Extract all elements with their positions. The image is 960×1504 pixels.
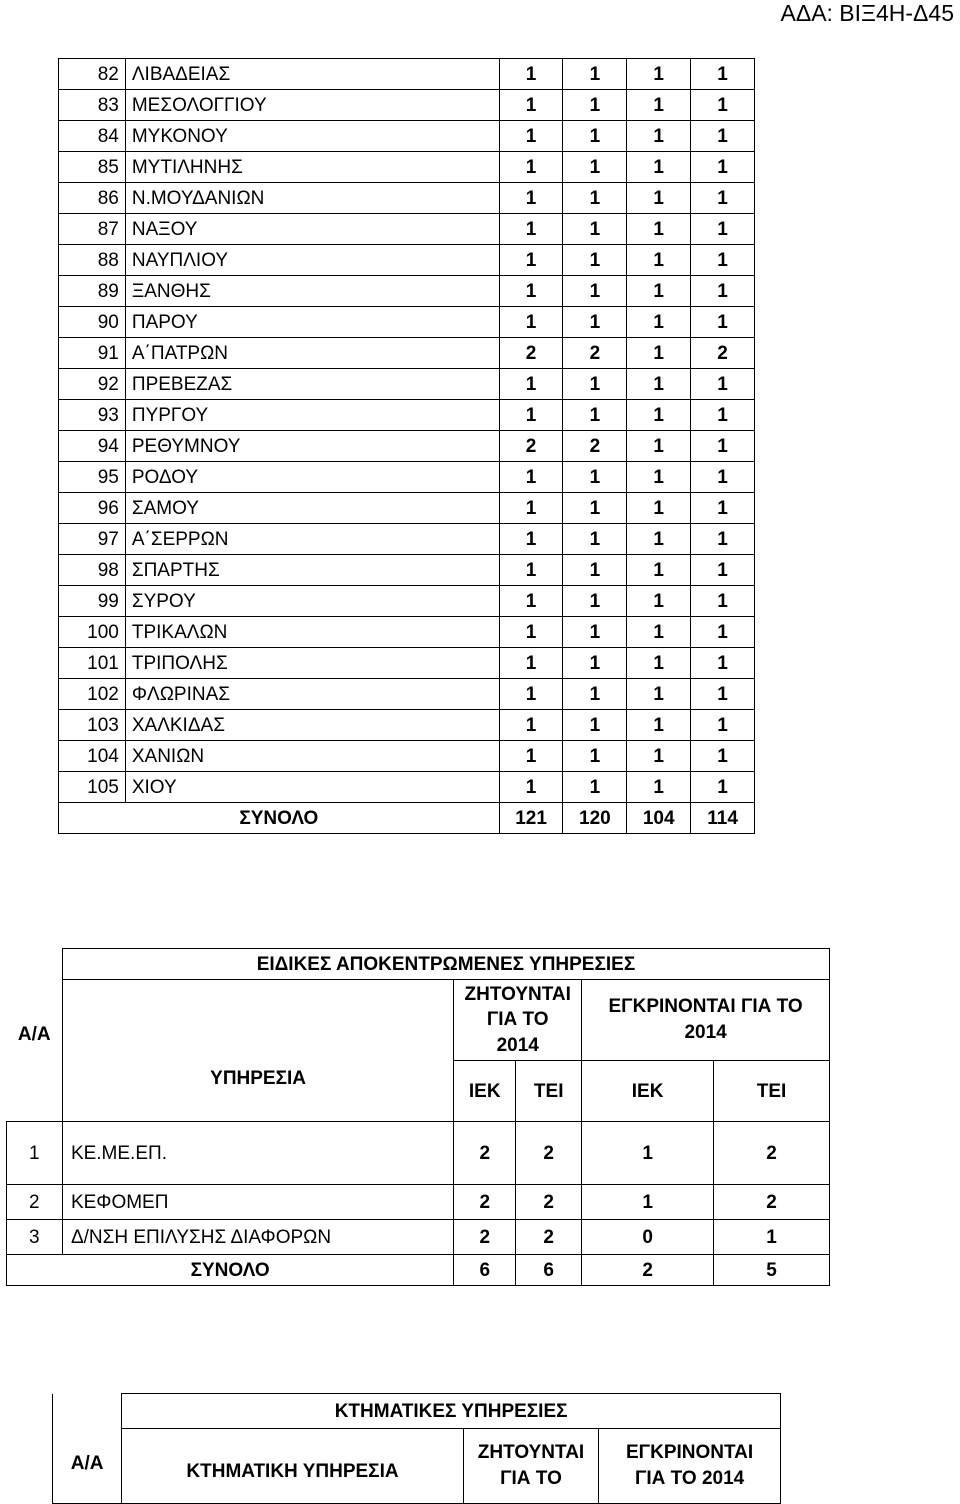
row-value: 1 xyxy=(499,59,563,90)
row-value: 1 xyxy=(691,121,755,152)
row-value: 2 xyxy=(563,431,627,462)
row-value: 1 xyxy=(691,369,755,400)
row-number: 82 xyxy=(59,59,126,90)
table-title: ΕΙΔΙΚΕΣ ΑΠΟΚΕΝΤΡΩΜΕΝΕΣ ΥΠΗΡΕΣΙΕΣ xyxy=(62,949,829,980)
row-number: 95 xyxy=(59,462,126,493)
row-value: 2 xyxy=(563,338,627,369)
row-value: 1 xyxy=(627,338,691,369)
header-aa: Α/Α xyxy=(7,949,63,1122)
row-value: 1 xyxy=(627,741,691,772)
row-value: 1 xyxy=(691,183,755,214)
row-value: 2 xyxy=(454,1220,516,1255)
service-name: Ν.ΜΟΥΔΑΝΙΩΝ xyxy=(125,183,499,214)
table-row xyxy=(59,555,755,586)
row-value: 1 xyxy=(627,400,691,431)
row-number: 104 xyxy=(59,741,126,772)
row-value: 1 xyxy=(563,648,627,679)
row-value: 1 xyxy=(691,555,755,586)
service-name: ΚΕΦΟΜΕΠ xyxy=(62,1185,453,1220)
table-row xyxy=(59,772,755,803)
table-row xyxy=(59,679,755,710)
row-value: 1 xyxy=(499,369,563,400)
service-name: ΠΡΕΒΕΖΑΣ xyxy=(125,369,499,400)
row-value: 1 xyxy=(563,121,627,152)
service-name: ΣΑΜΟΥ xyxy=(125,493,499,524)
service-name: Α΄ΣΕΡΡΩΝ xyxy=(125,524,499,555)
total-value: 6 xyxy=(454,1255,516,1286)
table-row xyxy=(59,245,755,276)
row-value: 1 xyxy=(563,679,627,710)
table-row xyxy=(7,1122,830,1185)
row-value: 1 xyxy=(563,90,627,121)
sub-header: ΤΕΙ xyxy=(714,1061,830,1122)
row-value: 1 xyxy=(691,586,755,617)
row-number: 84 xyxy=(59,121,126,152)
row-value: 1 xyxy=(627,586,691,617)
row-value: 1 xyxy=(563,369,627,400)
row-value: 1 xyxy=(499,710,563,741)
row-value: 1 xyxy=(499,617,563,648)
row-value: 1 xyxy=(691,493,755,524)
sub-header: ΙΕΚ xyxy=(454,1061,516,1122)
service-name: ΤΡΙΚΑΛΩΝ xyxy=(125,617,499,648)
row-number: 99 xyxy=(59,586,126,617)
table-row xyxy=(59,369,755,400)
row-value: 1 xyxy=(563,183,627,214)
table-row xyxy=(59,524,755,555)
header-approved: ΕΓΚΡΙΝΟΝΤΑΙ ΓΙΑ ΤΟ 2014 xyxy=(582,980,830,1061)
row-value: 1 xyxy=(691,90,755,121)
total-row xyxy=(7,1255,830,1286)
row-value: 1 xyxy=(691,679,755,710)
row-value: 1 xyxy=(499,121,563,152)
row-value: 1 xyxy=(691,307,755,338)
service-name: ΧΙΟΥ xyxy=(125,772,499,803)
total-value: 104 xyxy=(627,803,691,834)
services-table-continued xyxy=(58,58,755,834)
row-value: 1 xyxy=(563,307,627,338)
row-value: 1 xyxy=(499,493,563,524)
row-value: 1 xyxy=(691,772,755,803)
header-requested: ΖΗΤΟΥΝΤΑΙ ΓΙΑ ΤΟ xyxy=(463,1429,598,1504)
row-number: 85 xyxy=(59,152,126,183)
row-number: 3 xyxy=(7,1220,63,1255)
row-value: 2 xyxy=(454,1185,516,1220)
row-value: 1 xyxy=(563,772,627,803)
sub-header: ΙΕΚ xyxy=(582,1061,714,1122)
row-value: 1 xyxy=(582,1122,714,1185)
row-value: 1 xyxy=(714,1220,830,1255)
row-value: 1 xyxy=(499,307,563,338)
service-name: ΡΕΘΥΜΝΟΥ xyxy=(125,431,499,462)
row-value: 1 xyxy=(563,524,627,555)
row-value: 2 xyxy=(516,1185,582,1220)
total-value: 114 xyxy=(691,803,755,834)
table-row xyxy=(59,152,755,183)
row-value: 1 xyxy=(627,307,691,338)
row-value: 1 xyxy=(691,214,755,245)
table-row xyxy=(59,617,755,648)
row-value: 1 xyxy=(499,586,563,617)
row-value: 1 xyxy=(563,462,627,493)
table-row xyxy=(59,586,755,617)
table-row xyxy=(7,1220,830,1255)
table-row xyxy=(59,648,755,679)
total-value: 5 xyxy=(714,1255,830,1286)
total-value: 6 xyxy=(516,1255,582,1286)
row-value: 2 xyxy=(516,1122,582,1185)
header-aa: Α/Α xyxy=(53,1394,122,1504)
row-value: 1 xyxy=(499,741,563,772)
row-number: 87 xyxy=(59,214,126,245)
row-value: 2 xyxy=(714,1122,830,1185)
row-number: 105 xyxy=(59,772,126,803)
row-value: 1 xyxy=(499,679,563,710)
service-name: ΣΠΑΡΤΗΣ xyxy=(125,555,499,586)
row-value: 2 xyxy=(499,431,563,462)
row-value: 1 xyxy=(627,679,691,710)
row-value: 1 xyxy=(499,90,563,121)
row-value: 1 xyxy=(563,710,627,741)
service-name: ΠΑΡΟΥ xyxy=(125,307,499,338)
header-approved: ΕΓΚΡΙΝΟΝΤΑΙ ΓΙΑ ΤΟ 2014 xyxy=(599,1429,781,1504)
service-name: ΚΕ.ΜΕ.ΕΠ. xyxy=(62,1122,453,1185)
table-row xyxy=(59,307,755,338)
row-number: 96 xyxy=(59,493,126,524)
services-table-body xyxy=(59,59,755,803)
row-value: 1 xyxy=(691,710,755,741)
row-value: 0 xyxy=(582,1220,714,1255)
table-row xyxy=(59,338,755,369)
row-value: 1 xyxy=(691,431,755,462)
service-name: ΜΥΤΙΛΗΝΗΣ xyxy=(125,152,499,183)
row-value: 1 xyxy=(627,214,691,245)
table-title: ΚΤΗΜΑΤΙΚΕΣ ΥΠΗΡΕΣΙΕΣ xyxy=(122,1394,781,1429)
row-value: 1 xyxy=(563,617,627,648)
row-value: 1 xyxy=(691,276,755,307)
row-value: 1 xyxy=(627,555,691,586)
row-number: 93 xyxy=(59,400,126,431)
table-row xyxy=(59,400,755,431)
row-value: 1 xyxy=(499,772,563,803)
row-value: 1 xyxy=(499,152,563,183)
service-name: ΠΥΡΓΟΥ xyxy=(125,400,499,431)
row-value: 1 xyxy=(691,59,755,90)
row-value: 1 xyxy=(582,1185,714,1220)
row-number: 83 xyxy=(59,90,126,121)
row-value: 1 xyxy=(499,214,563,245)
row-value: 1 xyxy=(627,121,691,152)
row-value: 1 xyxy=(563,555,627,586)
row-value: 1 xyxy=(691,400,755,431)
row-value: 1 xyxy=(627,493,691,524)
row-value: 1 xyxy=(627,710,691,741)
row-value: 1 xyxy=(627,462,691,493)
service-name: ΝΑΞΟΥ xyxy=(125,214,499,245)
row-value: 1 xyxy=(499,524,563,555)
row-number: 92 xyxy=(59,369,126,400)
service-name: ΣΥΡΟΥ xyxy=(125,586,499,617)
row-value: 2 xyxy=(499,338,563,369)
table-row xyxy=(59,431,755,462)
row-value: 1 xyxy=(627,90,691,121)
row-value: 1 xyxy=(627,152,691,183)
row-value: 1 xyxy=(499,245,563,276)
total-label: ΣΥΝΟΛΟ xyxy=(7,1255,454,1286)
row-number: 2 xyxy=(7,1185,63,1220)
header-requested: ΖΗΤΟΥΝΤΑΙ ΓΙΑ ΤΟ 2014 xyxy=(454,980,582,1061)
table-row xyxy=(59,741,755,772)
row-value: 1 xyxy=(499,462,563,493)
service-name: ΧΑΝΙΩΝ xyxy=(125,741,499,772)
total-value: 120 xyxy=(563,803,627,834)
row-value: 1 xyxy=(563,493,627,524)
row-value: 1 xyxy=(627,648,691,679)
table-row xyxy=(59,462,755,493)
total-value: 2 xyxy=(582,1255,714,1286)
service-name: ΜΕΣΟΛΟΓΓΙΟΥ xyxy=(125,90,499,121)
service-name: Α΄ΠΑΤΡΩΝ xyxy=(125,338,499,369)
row-value: 1 xyxy=(627,245,691,276)
row-value: 1 xyxy=(563,400,627,431)
row-value: 1 xyxy=(627,431,691,462)
row-number: 89 xyxy=(59,276,126,307)
row-value: 1 xyxy=(691,617,755,648)
row-number: 102 xyxy=(59,679,126,710)
service-name: ΡΟΔΟΥ xyxy=(125,462,499,493)
service-name: ΜΥΚΟΝΟΥ xyxy=(125,121,499,152)
row-number: 1 xyxy=(7,1122,63,1185)
row-number: 90 xyxy=(59,307,126,338)
row-value: 2 xyxy=(454,1122,516,1185)
row-value: 1 xyxy=(627,772,691,803)
row-value: 1 xyxy=(499,276,563,307)
row-value: 1 xyxy=(499,555,563,586)
row-value: 1 xyxy=(691,152,755,183)
row-number: 98 xyxy=(59,555,126,586)
special-services-body xyxy=(7,1122,830,1255)
row-number: 100 xyxy=(59,617,126,648)
row-value: 1 xyxy=(563,214,627,245)
header-service: ΚΤΗΜΑΤΙΚΗ ΥΠΗΡΕΣΙΑ xyxy=(122,1429,464,1504)
total-row xyxy=(59,803,755,834)
service-name: ΦΛΩΡΙΝΑΣ xyxy=(125,679,499,710)
row-value: 1 xyxy=(691,648,755,679)
table-row xyxy=(59,183,755,214)
total-label: ΣΥΝΟΛΟ xyxy=(59,803,500,834)
row-value: 1 xyxy=(563,245,627,276)
document-code: ΑΔΑ: ΒΙΞ4Η-Δ45 xyxy=(780,0,954,26)
row-value: 1 xyxy=(627,617,691,648)
row-number: 91 xyxy=(59,338,126,369)
service-name: Δ/ΝΣΗ ΕΠΙΛΥΣΗΣ ΔΙΑΦΟΡΩΝ xyxy=(62,1220,453,1255)
row-value: 1 xyxy=(627,183,691,214)
row-value: 1 xyxy=(691,741,755,772)
row-value: 1 xyxy=(499,400,563,431)
row-value: 1 xyxy=(499,183,563,214)
row-value: 1 xyxy=(563,741,627,772)
table-row xyxy=(7,1185,830,1220)
row-number: 88 xyxy=(59,245,126,276)
service-name: ΛΙΒΑΔΕΙΑΣ xyxy=(125,59,499,90)
row-value: 1 xyxy=(499,648,563,679)
service-name: ΧΑΛΚΙΔΑΣ xyxy=(125,710,499,741)
table-row xyxy=(59,493,755,524)
table-row xyxy=(59,276,755,307)
row-number: 103 xyxy=(59,710,126,741)
row-number: 86 xyxy=(59,183,126,214)
row-value: 1 xyxy=(627,524,691,555)
table-row xyxy=(59,121,755,152)
row-value: 1 xyxy=(563,59,627,90)
row-value: 1 xyxy=(563,152,627,183)
table-row xyxy=(59,59,755,90)
row-value: 1 xyxy=(691,245,755,276)
row-value: 2 xyxy=(714,1185,830,1220)
row-value: 1 xyxy=(627,276,691,307)
row-value: 1 xyxy=(563,586,627,617)
row-value: 1 xyxy=(627,59,691,90)
table-row xyxy=(59,710,755,741)
special-services-table xyxy=(6,948,830,1286)
header-service: ΥΠΗΡΕΣΙΑ xyxy=(62,980,453,1122)
service-name: ΞΑΝΘΗΣ xyxy=(125,276,499,307)
row-number: 97 xyxy=(59,524,126,555)
service-name: ΝΑΥΠΛΙΟΥ xyxy=(125,245,499,276)
row-value: 2 xyxy=(516,1220,582,1255)
row-number: 101 xyxy=(59,648,126,679)
row-value: 1 xyxy=(627,369,691,400)
sub-header: ΤΕΙ xyxy=(516,1061,582,1122)
table-row xyxy=(59,90,755,121)
cadastral-services-table xyxy=(52,1393,781,1504)
table-row xyxy=(59,214,755,245)
service-name: ΤΡΙΠΟΛΗΣ xyxy=(125,648,499,679)
row-value: 1 xyxy=(691,524,755,555)
total-value: 121 xyxy=(499,803,563,834)
row-value: 1 xyxy=(691,462,755,493)
row-value: 2 xyxy=(691,338,755,369)
row-value: 1 xyxy=(563,276,627,307)
row-number: 94 xyxy=(59,431,126,462)
